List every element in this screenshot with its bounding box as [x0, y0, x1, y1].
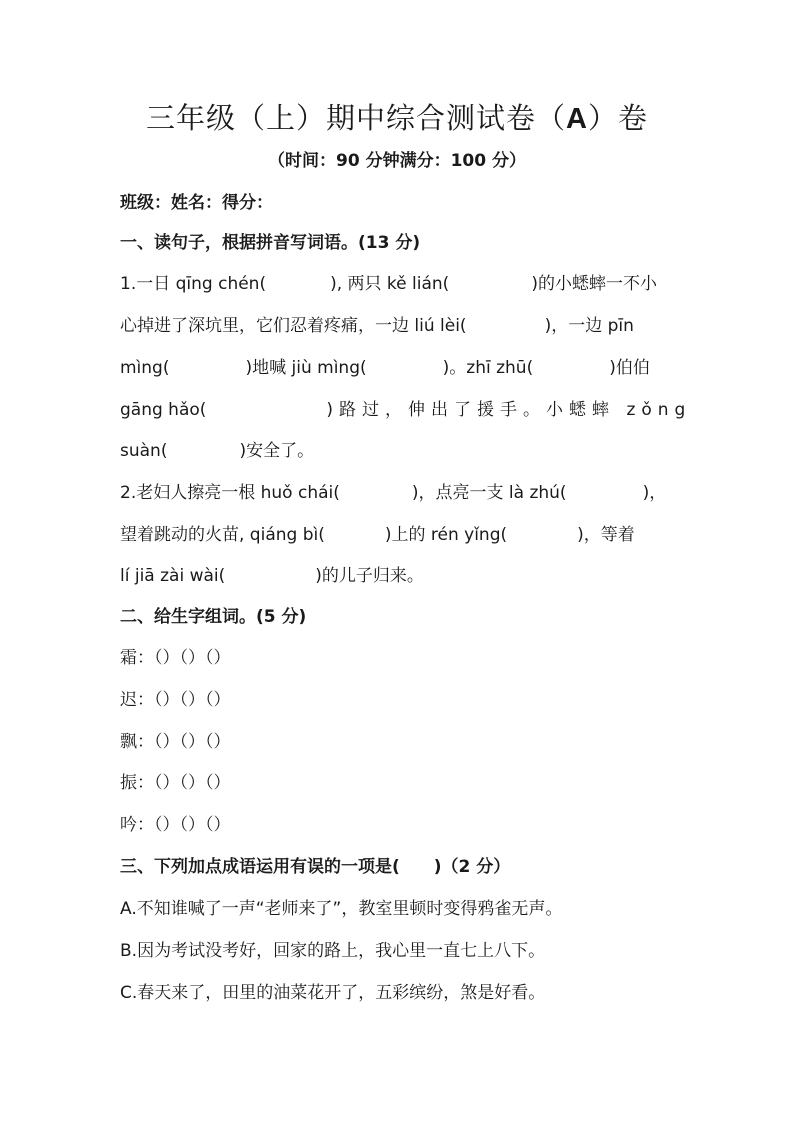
- word-blanks[interactable]: （）（）（）: [154, 648, 231, 668]
- title-end: ）卷: [587, 101, 648, 135]
- word-item: [120, 813, 680, 837]
- word-blanks[interactable]: （）（）（）: [154, 815, 231, 835]
- title-letter: A: [566, 103, 588, 135]
- word-item: [120, 646, 680, 670]
- word-char: 吟：: [120, 815, 154, 835]
- s1-line-8: lí jiā zài wài( )的儿子归来。: [120, 566, 424, 586]
- word-blanks[interactable]: （）（）（）: [154, 690, 231, 710]
- option-b: B.因为考试没考好，回家的路上，我心里一直七上八下。: [120, 941, 546, 961]
- word-char: 迟：: [120, 690, 154, 710]
- word-char: 飘：: [120, 732, 154, 752]
- student-info-line: 班级：姓名：得分：: [120, 193, 273, 213]
- option-c: C.春天来了，田里的油菜花开了，五彩缤纷，煞是好看。: [120, 983, 546, 1003]
- s1-line-7: 望着跳动的火苗, qiáng bì( )上的 rén yǐng( )，等着: [120, 525, 635, 545]
- word-blanks[interactable]: （）（）（）: [154, 732, 231, 752]
- title-text: 三年级（上）期中综合测试卷（: [146, 101, 567, 135]
- s1-line-1: 1.一日 qīng chén( ), 两只 kě lián( )的小蟋蟀一不小: [120, 274, 657, 294]
- word-blanks[interactable]: （）（）（）: [154, 773, 231, 793]
- exam-title: [0, 96, 794, 137]
- s1-line-2: 心掉进了深坑里，它们忍着疼痛，一边 liú lèi( )，一边 pīn: [120, 316, 634, 336]
- s1-line-5: suàn( )安全了。: [120, 441, 315, 461]
- word-char: 霜：: [120, 648, 154, 668]
- word-item: [120, 771, 680, 795]
- section2-heading: 二、给生字组词。(5 分): [120, 607, 307, 627]
- option-a: A.不知谁喊了一声“老师来了”，教室里顿时变得鸦雀无声。: [120, 899, 563, 919]
- word-char: 振：: [120, 773, 154, 793]
- word-item: [120, 730, 680, 754]
- section3-heading: 三、下列加点成语运用有误的一项是( )（2 分）: [120, 857, 511, 877]
- s1-line-6: 2.老妇人擦亮一根 huǒ chái( )，点亮一支 là zhú( )，: [120, 483, 667, 503]
- exam-subtitle: （时间：90 分钟满分：100 分）: [268, 151, 526, 171]
- word-item: [120, 688, 680, 712]
- section1-heading: 一、读句子，根据拼音写词语。(13 分): [120, 233, 421, 253]
- s1-line-4: gāng hǎo( )路过，伸出了援手。小蟋蟀 zǒng: [120, 400, 692, 420]
- s1-line-3: mìng( )地喊 jiù mìng( )。zhī zhū( )伯伯: [120, 358, 650, 378]
